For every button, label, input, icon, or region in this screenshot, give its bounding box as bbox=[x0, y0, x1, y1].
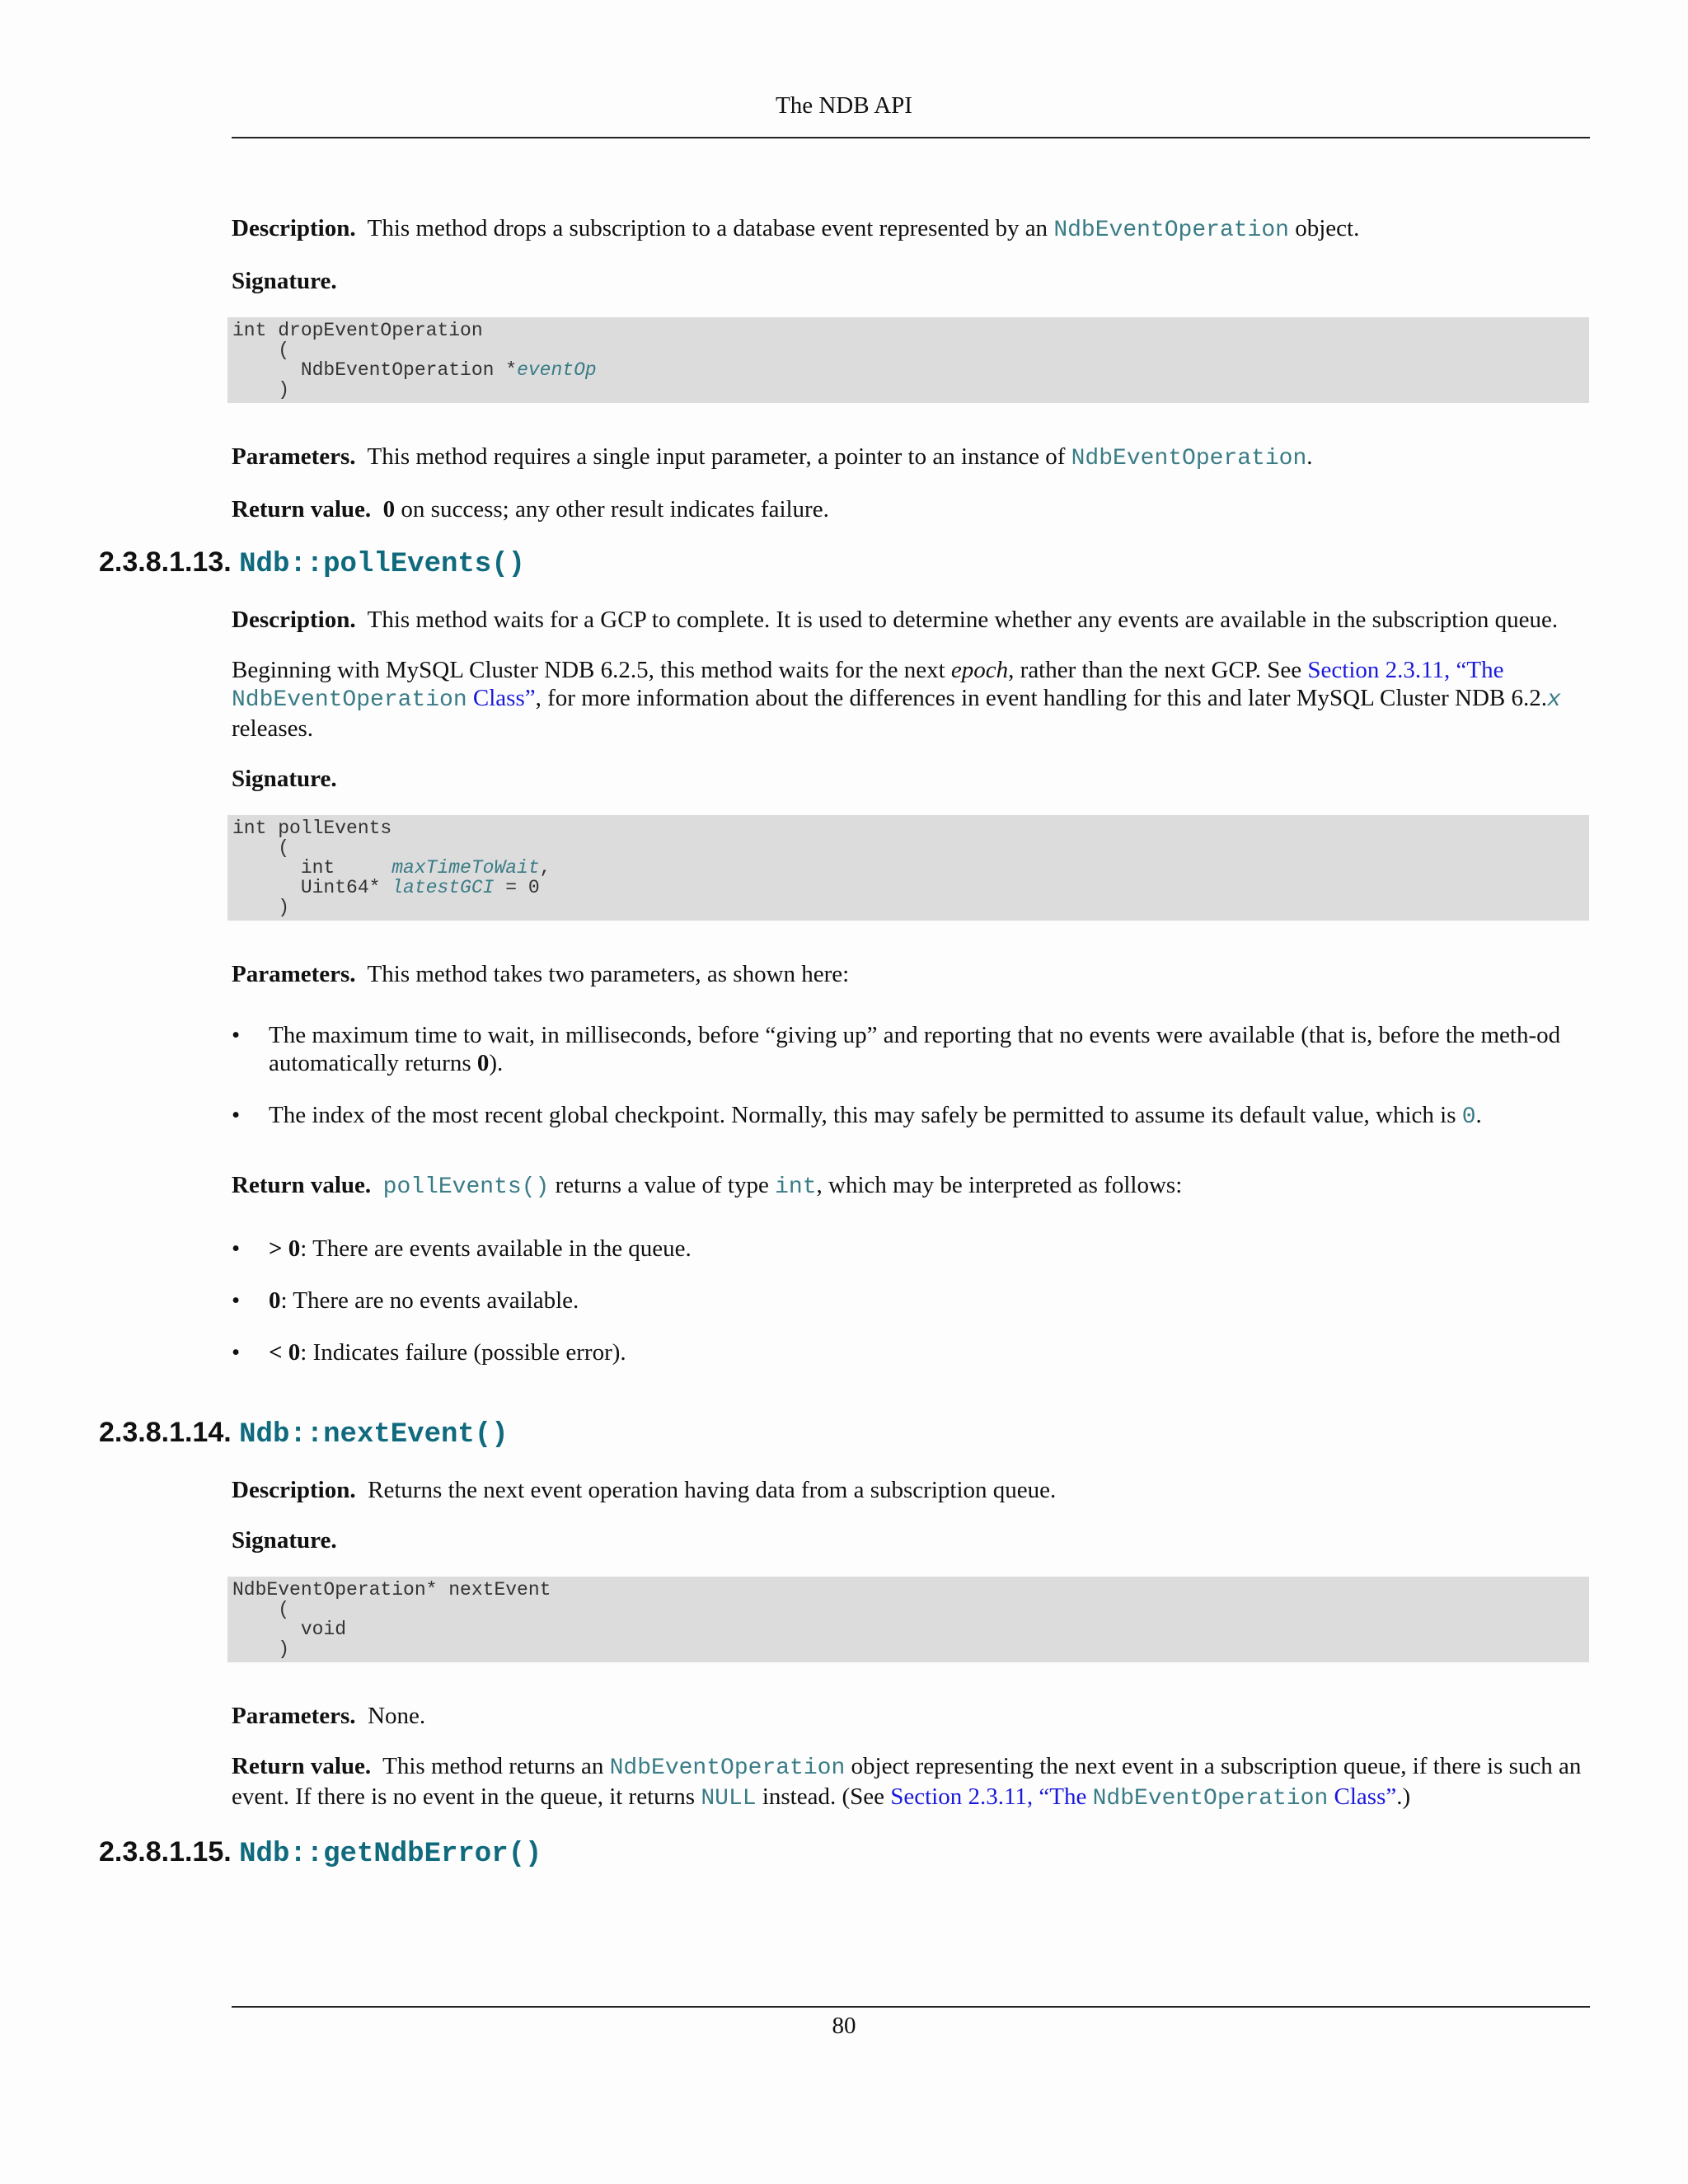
list-item bbox=[232, 1021, 1592, 1077]
list-item-text: : There are events available in the queue. bbox=[300, 1235, 692, 1262]
link-code[interactable]: NdbEventOperation bbox=[1092, 1786, 1329, 1811]
return-values-list bbox=[232, 1235, 1592, 1366]
list-item-text: The maximum time to wait, in milliseconds, before “giving up” and reporting that no events were available (that is, before the meth-od automatically returns bbox=[269, 1022, 1561, 1076]
drop-event-operation-block bbox=[232, 214, 1592, 523]
return-value-label: Return value. bbox=[232, 1753, 372, 1779]
list-item bbox=[232, 1101, 1592, 1132]
paragraph-text: releases. bbox=[232, 715, 314, 742]
method-code: pollEvents() bbox=[382, 1174, 550, 1200]
return-value-text: This method returns an bbox=[382, 1753, 604, 1779]
code-param: latestGCI bbox=[392, 877, 495, 898]
parameters-text: This method requires a single input parameter, a pointer to an instance of bbox=[367, 443, 1066, 470]
return-value-label: Return value. bbox=[232, 496, 372, 523]
section-heading-get-ndb-error bbox=[99, 1835, 1688, 1871]
code-line: , bbox=[539, 857, 551, 879]
description-text: This method waits for a GCP to complete. It is used to determine whether any events are available in the subscription queue. bbox=[367, 607, 1559, 633]
parameters-label: Parameters. bbox=[232, 443, 356, 470]
list-item-text: . bbox=[1475, 1102, 1482, 1128]
poll-events-block bbox=[232, 606, 1592, 1366]
link-text[interactable]: Section 2.3.11, “The bbox=[1307, 657, 1504, 683]
list-item-text: : Indicates failure (possible error). bbox=[300, 1339, 626, 1366]
running-header: The NDB API bbox=[776, 92, 912, 119]
class-name-code: NdbEventOperation bbox=[1071, 446, 1307, 471]
parameters-label: Parameters. bbox=[232, 1703, 356, 1729]
code-line: = 0 bbox=[494, 877, 540, 898]
parameters-text: None. bbox=[368, 1703, 426, 1729]
signature-code-block bbox=[227, 1577, 1589, 1662]
list-item bbox=[232, 1235, 1592, 1263]
section-title: Ndb::nextEvent() bbox=[239, 1419, 509, 1451]
code-line: int bbox=[232, 857, 392, 879]
paragraph-text: , for more information about the differences in event handling for this and later MySQL Cluster NDB 6.2. bbox=[535, 685, 1548, 711]
version-x: x bbox=[1547, 687, 1561, 713]
code-line: int dropEventOperation bbox=[232, 320, 483, 341]
signature-label-text: Signature. bbox=[232, 268, 337, 294]
code-param: eventOp bbox=[517, 359, 597, 381]
link-text[interactable]: Section 2.3.11, “The bbox=[890, 1783, 1087, 1810]
link-code[interactable]: NdbEventOperation bbox=[232, 687, 467, 713]
page-number: 80 bbox=[832, 2013, 856, 2039]
signature-label-text: Signature. bbox=[232, 1527, 337, 1554]
footer-rule bbox=[232, 2006, 1590, 2008]
description-label: Description. bbox=[232, 607, 356, 633]
return-value-text: .) bbox=[1396, 1783, 1411, 1810]
description-label: Description. bbox=[232, 1477, 356, 1503]
signature-label bbox=[232, 1526, 1592, 1554]
next-event-block bbox=[232, 1476, 1592, 1813]
return-value-text: object representing the next event in a subscription queue, if there is such an event. If there is no event in the queue, it returns bbox=[232, 1753, 1582, 1810]
signature-label bbox=[232, 765, 1592, 793]
epoch-paragraph bbox=[232, 656, 1592, 743]
list-item bbox=[232, 1338, 1592, 1366]
return-value-text: , which may be interpreted as follows: bbox=[816, 1172, 1183, 1198]
list-item bbox=[232, 1286, 1592, 1315]
code-line: NdbEventOperation* nextEvent bbox=[232, 1579, 551, 1601]
description-text: This method drops a subscription to a database event represented by an bbox=[367, 215, 1048, 241]
description-label: Description. bbox=[232, 215, 356, 241]
description-paragraph bbox=[232, 214, 1592, 245]
return-value-paragraph bbox=[232, 495, 1592, 523]
null-code: NULL bbox=[701, 1786, 757, 1811]
code-line: NdbEventOperation * bbox=[232, 359, 518, 381]
return-value-text: on success; any other result indicates failure. bbox=[401, 496, 829, 523]
punctuation: . bbox=[1306, 443, 1313, 470]
description-text-end: object. bbox=[1295, 215, 1360, 241]
signature-code-block bbox=[227, 317, 1589, 403]
parameters-text: This method takes two parameters, as shown here: bbox=[367, 961, 850, 987]
code-line: ) bbox=[232, 897, 290, 918]
list-item-code: 0 bbox=[1461, 1104, 1476, 1130]
list-item-bold: 0 bbox=[269, 1287, 281, 1314]
parameters-paragraph bbox=[232, 960, 1592, 988]
parameters-paragraph bbox=[232, 1702, 1592, 1730]
link-text[interactable]: Class” bbox=[472, 685, 536, 711]
code-line: ) bbox=[232, 1638, 290, 1660]
section-number: 2.3.8.1.13. bbox=[99, 546, 232, 578]
return-value-label: Return value. bbox=[232, 1172, 372, 1198]
return-value-bold: 0 bbox=[382, 496, 396, 523]
return-value-paragraph bbox=[232, 1171, 1592, 1202]
description-paragraph bbox=[232, 1476, 1592, 1504]
code-line: ( bbox=[232, 340, 290, 361]
return-value-text: instead. (See bbox=[762, 1783, 884, 1810]
list-item-bold: > 0 bbox=[269, 1235, 301, 1262]
section-link[interactable] bbox=[890, 1783, 1396, 1810]
section-heading-poll-events bbox=[99, 546, 1688, 581]
list-item-text: ). bbox=[489, 1050, 504, 1076]
class-name-code: NdbEventOperation bbox=[1053, 218, 1289, 243]
list-item-bold: < 0 bbox=[269, 1339, 301, 1366]
list-item-text: The index of the most recent global checkpoint. Normally, this may safely be permitted to assume its default value, which is bbox=[269, 1102, 1456, 1128]
description-paragraph bbox=[232, 606, 1592, 634]
return-value-paragraph bbox=[232, 1752, 1592, 1813]
parameters-label: Parameters. bbox=[232, 961, 356, 987]
parameters-paragraph bbox=[232, 443, 1592, 473]
class-name-code: NdbEventOperation bbox=[609, 1755, 846, 1781]
section-heading-next-event bbox=[99, 1416, 1688, 1451]
list-item-bold: 0 bbox=[476, 1050, 490, 1076]
section-number: 2.3.8.1.15. bbox=[99, 1836, 232, 1868]
code-line: ( bbox=[232, 1599, 290, 1620]
description-text: Returns the next event operation having data from a subscription queue. bbox=[368, 1477, 1057, 1503]
paragraph-text: , rather than the next GCP. See bbox=[1008, 657, 1302, 683]
code-line: void bbox=[232, 1619, 347, 1640]
code-param: maxTimeToWait bbox=[392, 857, 540, 879]
parameters-list bbox=[232, 1021, 1592, 1132]
type-code: int bbox=[775, 1174, 817, 1200]
section-title: Ndb::getNdbError() bbox=[239, 1839, 542, 1870]
section-number: 2.3.8.1.14. bbox=[99, 1417, 232, 1448]
code-line: ( bbox=[232, 837, 290, 859]
signature-label bbox=[232, 267, 1592, 295]
link-text[interactable]: Class” bbox=[1334, 1783, 1397, 1810]
code-line: Uint64* bbox=[232, 877, 392, 898]
paragraph-text: Beginning with MySQL Cluster NDB 6.2.5, this method waits for the next bbox=[232, 657, 945, 683]
signature-code-block bbox=[227, 815, 1589, 921]
list-item-text: : There are no events available. bbox=[280, 1287, 579, 1314]
code-line: int pollEvents bbox=[232, 818, 392, 839]
signature-label-text: Signature. bbox=[232, 766, 337, 792]
return-value-text: returns a value of type bbox=[555, 1172, 769, 1198]
code-line: ) bbox=[232, 379, 290, 401]
header-rule bbox=[232, 137, 1590, 138]
emphasis-text: epoch bbox=[950, 657, 1009, 683]
page-content bbox=[0, 214, 1688, 1896]
section-title: Ndb::pollEvents() bbox=[239, 549, 525, 580]
